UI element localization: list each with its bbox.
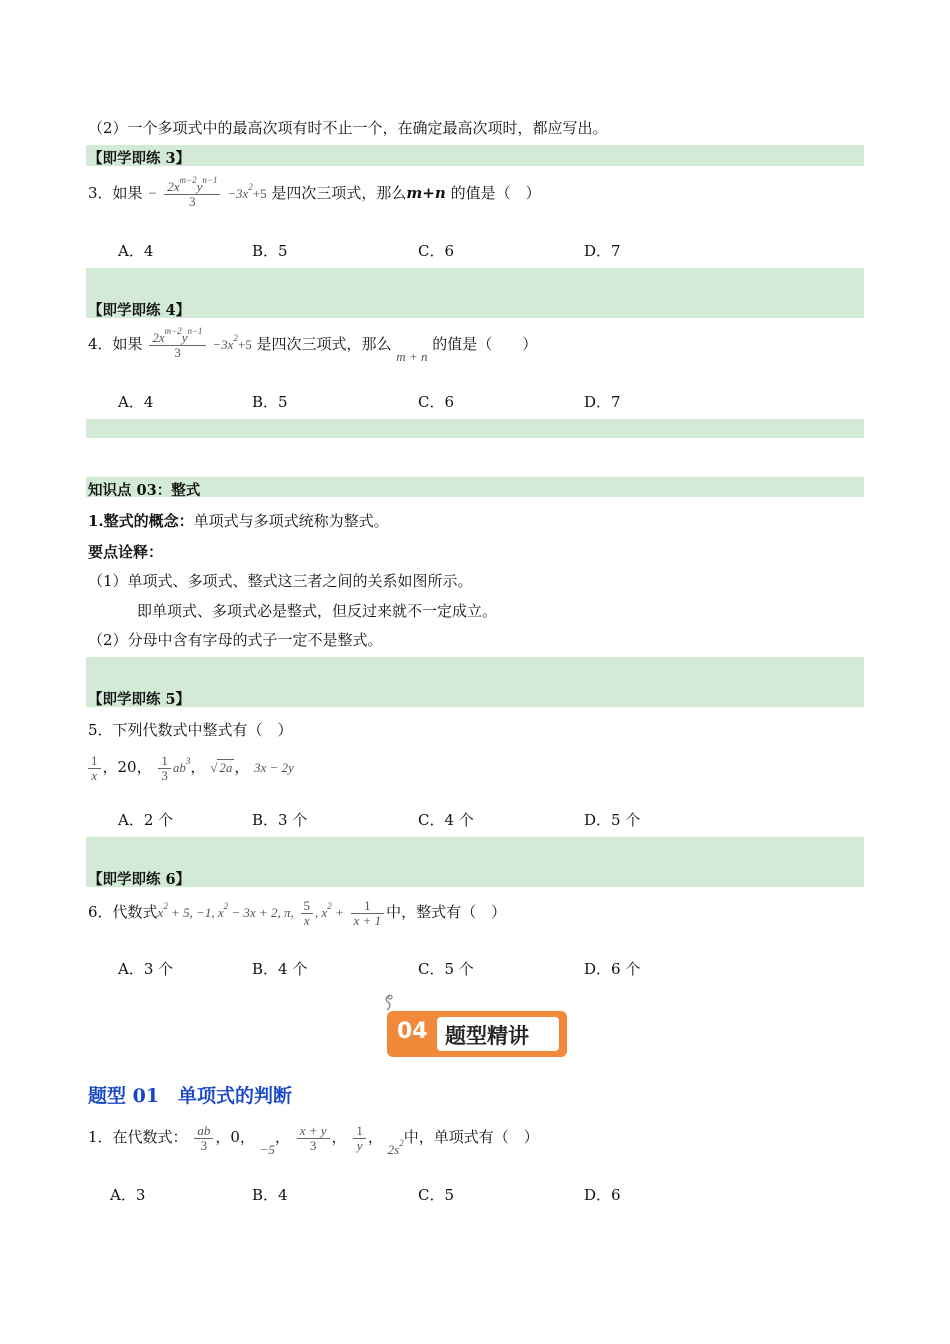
practice4-option-d[interactable]: D．7 (584, 393, 621, 411)
practice3-var: m+n (406, 184, 446, 203)
practice6-option-c[interactable]: C．5 个 (418, 960, 474, 978)
practice5-option-b[interactable]: B．3 个 (252, 811, 308, 829)
practice6-header: 【即学即练 6】 (88, 871, 191, 888)
practice4-option-c[interactable]: C．6 (418, 393, 455, 411)
practice3-option-a[interactable]: A．4 (118, 242, 154, 260)
practice3-header: 【即学即练 3】 (88, 150, 191, 167)
knowledge3-concept: 1.整式的概念：单项式与多项式统称为整式。 (88, 512, 389, 530)
practice4-header-bar (86, 268, 864, 318)
type01-option-a[interactable]: A．3 (110, 1186, 146, 1204)
practice4-header: 【即学即练 4】 (88, 302, 191, 319)
knowledge3-header-bar (86, 477, 864, 497)
practice4-footer-bar (86, 419, 864, 438)
type01-title: 题型 01 单项式的判断 (88, 1085, 293, 1107)
practice4-option-b[interactable]: B．5 (252, 393, 288, 411)
practice6-header-bar (86, 837, 864, 887)
practice5-option-a[interactable]: A．2 个 (118, 811, 174, 829)
intro-note: （2）一个多项式中的最高次项有时不止一个，在确定最高次项时，都应写出。 (88, 119, 608, 137)
practice6-option-b[interactable]: B．4 个 (252, 960, 308, 978)
practice6-question: 6．代数式$x^2 + 5$, −1, $x^2 - 3x + 2$, π, $\frac{5}{x}$ , $x^2$ + $\frac{1}{x + 1}$ 中，整式有（ ） (88, 898, 507, 928)
knowledge3-notes-title: 要点诠释： (88, 543, 164, 561)
practice3-option-c[interactable]: C．6 (418, 242, 455, 260)
question-number: 4．如果 (88, 335, 143, 354)
practice3-question: 3．如果 − $\frac{2x^{m-2}y^{n-1}}{3}$ $-3x^2+5$ 是四次三项式，那么m+n 的值是（ ） (88, 175, 541, 209)
question-number: 3．如果 (88, 184, 143, 203)
practice3-option-d[interactable]: D．7 (584, 242, 621, 260)
practice4-question: 4．如果 $\frac{2x^{m-2}y^{n-1}}{3}$ $-3x^2+5$ 是四次三项式，那么 m + n 的值是（ ） (88, 326, 538, 365)
knowledge3-header: 知识点 03：整式 (88, 482, 201, 499)
practice4-fraction: $\frac{2x^{m-2}y^{n-1}}{3}$ (149, 331, 205, 359)
practice4-option-a[interactable]: A．4 (118, 393, 154, 411)
section-banner (387, 1011, 567, 1057)
knowledge3-note1b: 即单项式、多项式必是整式，但反过来就不一定成立。 (137, 602, 498, 620)
type01-question: 1．在代数式： $\frac{ab}{3}$ ，0， −5， $\frac{x + y}{3}$ ， $\frac{1}{y}$ ， $2s^2$中，单项式有（ ） (88, 1123, 539, 1158)
practice6-option-a[interactable]: A．3 个 (118, 960, 174, 978)
banner-number: 04 (397, 1019, 428, 1044)
banner-title: 题型精讲 (445, 1024, 529, 1048)
practice4-stem: 是四次三项式，那么 (256, 335, 392, 354)
practice5-header-bar (86, 657, 864, 707)
practice3-fraction: $\frac{2x^{m-2}y^{n-1}}{3}$ (164, 180, 220, 208)
practice4-var: m + n (396, 349, 428, 365)
practice3-stem: 是四次三项式，那么 (271, 184, 407, 203)
practice5-option-d[interactable]: D．5 个 (584, 811, 641, 829)
type01-option-d[interactable]: D．6 (584, 1186, 621, 1204)
practice3-header-bar (86, 145, 864, 166)
type01-option-b[interactable]: B．4 (252, 1186, 288, 1204)
knowledge3-note2: （2）分母中含有字母的式子一定不是整式。 (88, 631, 383, 649)
practice5-header: 【即学即练 5】 (88, 691, 191, 708)
type01-option-c[interactable]: C．5 (418, 1186, 455, 1204)
practice6-option-d[interactable]: D．6 个 (584, 960, 641, 978)
practice5-expressions: $\frac{1}{x}$ ，20， $\frac{1}{3}$ $ab^3$， √ 2a ， 3x − 2y (86, 754, 294, 782)
practice5-stem: 5．下列代数式中整式有（ ） (88, 721, 293, 739)
practice3-option-b[interactable]: B．5 (252, 242, 288, 260)
practice5-option-c[interactable]: C．4 个 (418, 811, 474, 829)
knowledge3-note1: （1）单项式、多项式、整式这三者之间的关系如图所示。 (88, 572, 473, 590)
